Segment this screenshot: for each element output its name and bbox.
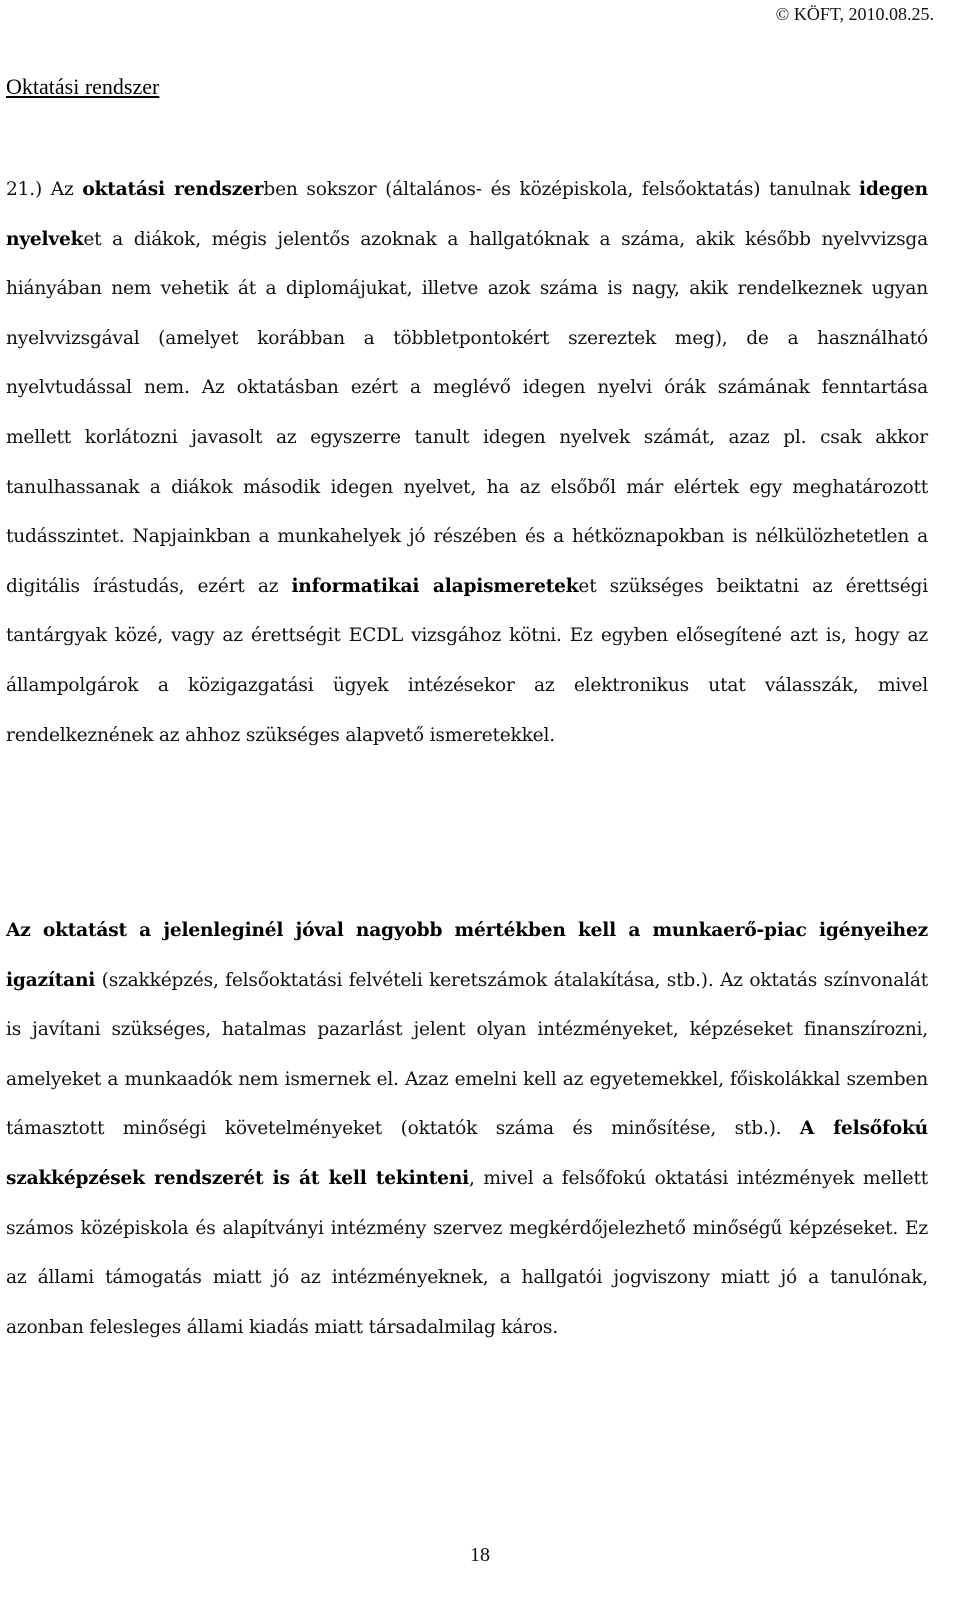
bold-term-oktatasi-rendszer: oktatási rendszer [82, 179, 264, 200]
paragraph-text: , mivel a felsőfokú oktatási intézmények mellett számos középiskola és alapítványi intézmény szervez megkérdőjelezhető minőségű képzéseket. Ez az állami támogatás miatt jó az intézményeknek, a hallgatói jogviszony miatt jó a tanulónak, azonban felesleges állami kiadás miatt társadalmilag káros. [6, 1167, 928, 1338]
page-header: © KÖFT, 2010.08.25. [775, 4, 934, 24]
bold-term-informatikai-alapismeretek: informatikai alapismeretek [291, 575, 579, 597]
bold-statement-higher-vocational: A felsőfokú szakképzések rendszerét is át kell tekinteni [6, 1118, 929, 1189]
paragraph-language-education [6, 165, 928, 760]
page-number: 18 [470, 1544, 490, 1566]
bold-statement-labour-market: Az oktatást a jelenleginél jóval nagyobb mértékben kell a munkaerő-piac igényeihez igazítani [6, 920, 928, 991]
paragraph-text: (szakképzés, felsőoktatási felvételi keretszámok átalakítása, stb.). Az oktatás színvonalát is javítani szükséges, hatalmas pazarlást jelent olyan intézményeket, képzéseket finanszírozni, amelyeket a munkaadók nem ismernek el. Azaz emelni kell az egyetemekkel, főiskolákkal szemben támasztott minőségi követelményeket (oktatók száma és minősítése, stb.). [6, 969, 928, 1140]
paragraph-text: et a diákok, mégis jelentős azoknak a hallgatóknak a száma, akik később nyelvvizsga hiányában nem vehetik át a diplomájukat, illetve azok száma is nagy, akik rendelkeznek ugyan nyelvvizsgával (amelyet korábban a többletpontokért szereztek meg), de a használható nyelvtudással nem. Az oktatásban ezért a meglévő idegen nyelvi órák számának fenntartása mellett korlátozni javasolt az egyszerre tanult idegen nyelvek számát, azaz pl. csak akkor tanulhassanak a diákok második idegen nyelvet, ha az elsőből már elértek egy meghatározott tudásszintet. Napjainkban a munkahelyek jó részében és a hétköznapokban is nélkülözhetetlen a digitális írástudás, ezért az [6, 228, 928, 597]
paragraph-text: ben sokszor (általános- és középiskola, felsőoktatás) tanulnak [263, 179, 859, 200]
section-title: Oktatási rendszer [6, 74, 160, 99]
paragraph-text: 21.) Az [6, 179, 83, 200]
paragraph-labour-market [6, 906, 928, 1352]
paragraph-text: et szükséges beiktatni az érettségi tantárgyak közé, vagy az érettségit ECDL vizsgához kötni. Ez egyben elősegítené azt is, hogy az állampolgárok a közigazgatási ügyek intézésekor az elektronikus utat válasszák, mivel rendelkeznének az ahhoz szükséges alapvető ismeretekkel. [6, 575, 929, 746]
bold-term-idegen-nyelvek: idegen nyelvek [6, 179, 928, 250]
